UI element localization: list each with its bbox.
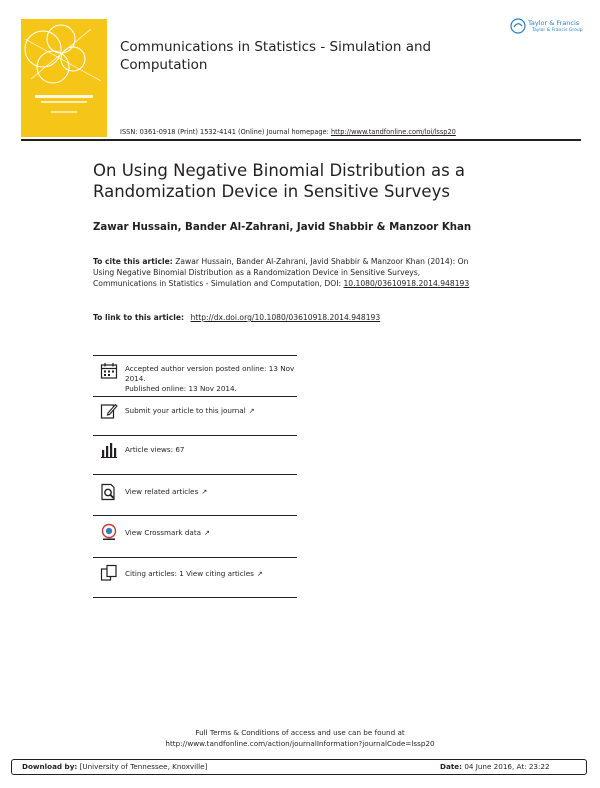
citation-text: Zawar Hussain, Bander Al-Zahrani, Javid Shabbir & Manzoor Khan (2014): On Using Negative Binomial Distribution as a Randomization Device in Sensitive Surveys, Communications in Statistics - Simulation and Computation, DOI:	[93, 257, 469, 288]
info-divider	[93, 435, 297, 436]
article-doi-link[interactable]: http://dx.doi.org/10.1080/03610918.2014.948193	[190, 313, 381, 322]
external-link-icon: ↗	[201, 488, 208, 496]
crossmark-link[interactable]: View Crossmark data	[125, 528, 202, 537]
citing-documents-icon	[100, 564, 118, 582]
submit-article-link[interactable]: Submit your article to this journal	[125, 406, 246, 415]
date-value: 04 June 2016, At: 23:22	[464, 762, 550, 771]
search-document-icon	[100, 483, 118, 501]
link-label: To link to this article:	[93, 313, 185, 322]
downloaded-label: Download by:	[22, 762, 78, 771]
citation-doi-link[interactable]: 10.1080/03610918.2014.948193	[343, 279, 470, 288]
download-info-bar	[11, 759, 587, 775]
article-authors: Zawar Hussain, Bander Al-Zahrani, Javid Shabbir & Manzoor Khan	[93, 222, 472, 233]
calendar-icon	[100, 362, 118, 380]
accepted-text: Accepted author version posted online: 13 Nov 2014.	[125, 364, 295, 383]
citation-block	[93, 256, 473, 289]
downloaded-value: [University of Tennessee, Knoxville]	[79, 762, 208, 771]
terms-line-1: Full Terms & Conditions of access and use can be found at	[195, 728, 405, 737]
edit-icon	[100, 402, 118, 420]
citation-label: To cite this article:	[93, 257, 173, 266]
article-link-line	[93, 313, 380, 322]
info-divider	[93, 515, 297, 516]
terms-url-link[interactable]: http://www.tandfonline.com/action/journalInformation?journalCode=lssp20	[165, 739, 435, 748]
info-divider	[93, 474, 297, 475]
journal-homepage-link[interactable]: http://www.tandfonline.com/loi/lssp20	[330, 128, 456, 136]
info-divider	[93, 355, 297, 356]
external-link-icon: ↗	[256, 570, 263, 578]
related-articles-link[interactable]: View related articles	[125, 487, 199, 496]
taylor-francis-logo[interactable]	[510, 16, 590, 42]
info-divider	[93, 597, 297, 598]
journal-title: Communications in Statistics - Simulation and Computation	[120, 39, 432, 73]
downloaded-by	[22, 762, 207, 771]
citing-articles-link[interactable]: Citing articles: 1 View citing articles	[125, 569, 254, 578]
published-text: Published online: 13 Nov 2014.	[125, 384, 237, 393]
download-date	[440, 762, 550, 771]
info-divider	[93, 557, 297, 558]
external-link-icon: ↗	[204, 529, 210, 537]
tf-logo-icon	[510, 18, 526, 34]
terms-note	[0, 727, 600, 749]
external-link-icon: ↗	[248, 407, 255, 415]
header-divider	[21, 139, 581, 141]
info-divider	[93, 396, 297, 397]
bar-chart-icon	[100, 441, 118, 459]
issn-line	[120, 128, 456, 136]
tf-logo-sub: Taylor & Francis Group	[532, 28, 583, 33]
journal-cover-image	[21, 19, 107, 137]
crossmark-icon	[100, 523, 118, 541]
article-views-text: Article views: 67	[125, 445, 185, 454]
tf-logo-name: Taylor & Francis	[528, 19, 580, 27]
date-label: Date:	[440, 762, 463, 771]
issn-text: ISSN: 0361-0918 (Print) 1532-4141 (Online) Journal homepage:	[120, 128, 329, 136]
article-title: On Using Negative Binomial Distribution as a Randomization Device in Sensitive Surveys	[93, 161, 466, 201]
